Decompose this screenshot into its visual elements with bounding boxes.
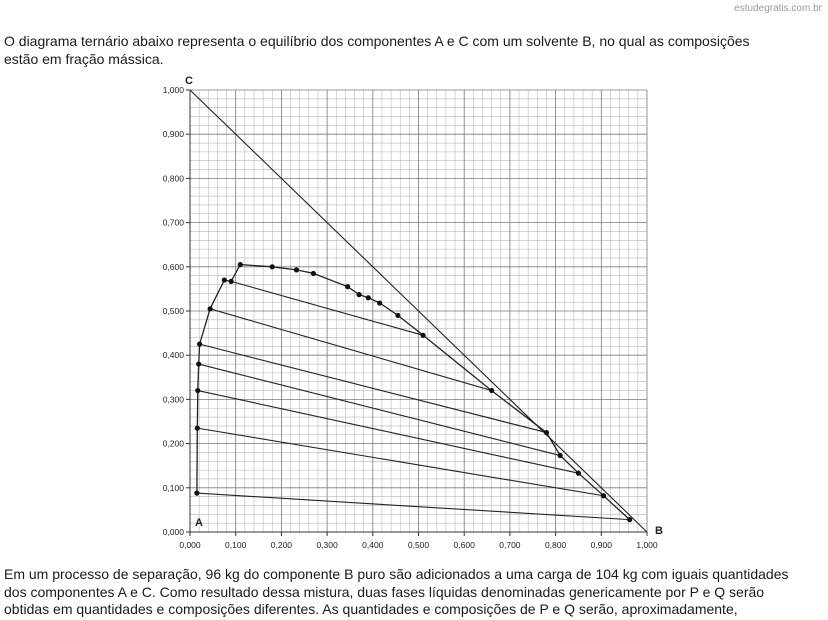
data-point bbox=[197, 342, 202, 347]
data-point bbox=[194, 491, 199, 496]
data-point bbox=[420, 333, 425, 338]
data-point bbox=[576, 471, 581, 476]
tick-labels bbox=[163, 85, 658, 550]
data-point bbox=[627, 517, 632, 522]
x-tick-label: 0,200 bbox=[270, 540, 293, 550]
x-tick-label: 0,000 bbox=[179, 540, 201, 550]
y-tick-label: 0,300 bbox=[162, 394, 184, 405]
data-point bbox=[377, 300, 382, 305]
data-point bbox=[208, 306, 213, 311]
question-body bbox=[4, 566, 826, 619]
y-tick-label: 0,500 bbox=[162, 306, 184, 316]
data-point bbox=[366, 295, 371, 300]
data-point bbox=[601, 493, 606, 498]
vertex-label-a: A bbox=[195, 517, 203, 529]
x-tick-label: 0,100 bbox=[225, 540, 247, 550]
y-tick-label: 0,400 bbox=[162, 350, 184, 361]
data-points bbox=[194, 262, 632, 522]
y-tick-label: 0,000 bbox=[162, 527, 184, 537]
data-point bbox=[558, 453, 563, 458]
data-point bbox=[229, 279, 234, 284]
x-tick-label: 0,700 bbox=[499, 540, 521, 550]
y-tick-label: 0,900 bbox=[162, 129, 184, 140]
y-tick-label: 0,700 bbox=[162, 217, 184, 228]
body-line-2: dos componentes A e C. Como resultado dessa mistura, duas fases líquidas denominadas genericamente por P e Q serão bbox=[4, 583, 765, 600]
x-tick-label: 0,600 bbox=[453, 540, 475, 550]
data-point bbox=[222, 277, 227, 282]
x-tick-label: 0,900 bbox=[590, 540, 612, 550]
y-tick-label: 0,600 bbox=[162, 261, 184, 272]
data-point bbox=[345, 284, 350, 289]
tie-line bbox=[198, 391, 579, 474]
tie-line bbox=[210, 309, 492, 391]
x-tick-label: 0,500 bbox=[407, 540, 430, 550]
vertex-label-b: B bbox=[655, 525, 663, 537]
data-point bbox=[489, 388, 494, 393]
data-point bbox=[195, 426, 200, 431]
y-tick-label: 0,100 bbox=[162, 482, 184, 493]
data-point bbox=[270, 264, 275, 269]
data-point bbox=[294, 267, 299, 272]
body-line-3: obtidas em quantidades e composições diferentes. As quantidades e composições de P e Q serão, aproximadamente, bbox=[4, 601, 738, 617]
vertex-label-c: C bbox=[185, 75, 193, 87]
x-tick-label: 0,300 bbox=[316, 540, 338, 550]
x-tick-label: 0,800 bbox=[544, 540, 567, 550]
data-point bbox=[356, 292, 361, 297]
y-tick-label: 1,000 bbox=[162, 85, 184, 95]
site-watermark: estudegratis.com.br bbox=[734, 3, 822, 14]
data-point bbox=[238, 262, 243, 267]
data-point bbox=[544, 430, 549, 435]
data-point bbox=[311, 271, 316, 276]
y-tick-label: 0,200 bbox=[162, 438, 184, 449]
x-tick-label: 1,000 bbox=[636, 540, 658, 550]
data-point bbox=[196, 361, 201, 366]
y-tick-label: 0,800 bbox=[162, 173, 184, 184]
data-point bbox=[395, 313, 400, 318]
tie-line bbox=[199, 364, 560, 455]
data-point bbox=[195, 388, 200, 393]
x-tick-label: 0,400 bbox=[362, 540, 384, 550]
intro-line-2: estão em fração mássica. bbox=[4, 50, 164, 67]
body-line-1: Em um processo de separação, 96 kg do componente B puro são adicionados a uma carga de 104 kg com iguais quantidades bbox=[4, 566, 789, 582]
intro-line-1: O diagrama ternário abaixo representa o equilíbrio dos componentes A e C com um solvente B, no qual as composições bbox=[4, 33, 750, 49]
